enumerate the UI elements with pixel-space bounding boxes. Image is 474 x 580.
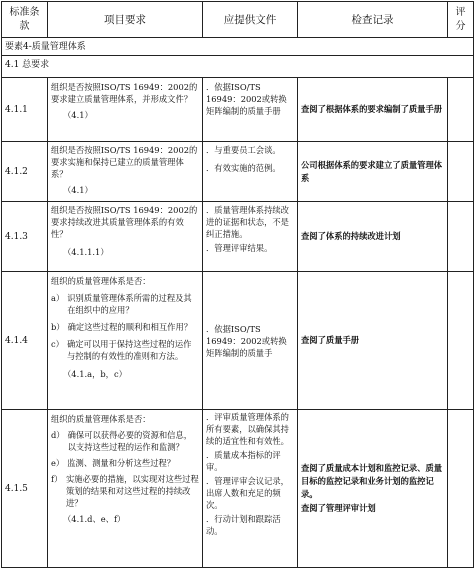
list-item — [51, 321, 199, 333]
clause-number: 4.1.5 — [2, 410, 48, 568]
record-cell: 查阅了体系的持续改进计划 — [298, 202, 448, 272]
requirement-cell — [48, 272, 203, 410]
document-item: ．行动计划和跟踪活动。 — [206, 514, 281, 536]
documents-cell — [203, 142, 298, 202]
list-item — [51, 457, 199, 469]
document-item: ．与重要员工会谈。 — [206, 145, 281, 155]
item-text: 确定这些过程的顺利和相互作用？ — [67, 322, 193, 332]
document-item: ．管理评审会议记录，出席人数和充足的频次。 — [206, 476, 289, 510]
requirement-text: 组织是否按照ISO/TS 16949：2002的要求建立质量管理体系，并形成文件？ — [51, 82, 198, 104]
table-row — [2, 410, 474, 568]
item-key: d） — [51, 430, 65, 440]
list-item — [51, 429, 199, 453]
requirement-text: 组织的质量管理体系是否： — [51, 414, 151, 424]
documents-cell — [203, 78, 298, 142]
item-key: e） — [51, 458, 65, 468]
header-requirement: 项目要求 — [48, 2, 203, 38]
record-text: 查阅了管理评审计划 — [301, 503, 376, 513]
document-item: ．有效实施的范例。 — [206, 163, 281, 173]
requirement-ref: （4.1.d、e、f） — [63, 514, 126, 524]
score-cell — [448, 142, 474, 202]
requirement-text: 组织是否按照ISO/TS 16949：2002的要求持续改进其质量管理体系的有效性？ — [51, 205, 198, 239]
item-key: f） — [51, 474, 63, 484]
document-item: ．管理评审结果。 — [206, 243, 273, 253]
item-text: 确保可以获得必要的资源和信息，以支持这些过程的运作和监测？ — [67, 430, 193, 452]
clause-number: 4.1.4 — [2, 272, 48, 410]
score-cell — [448, 410, 474, 568]
list-item — [51, 338, 199, 362]
item-text: 实施必要的措施，以实现对这些过程策划的结果和对这些过程的持续改进？ — [66, 474, 199, 508]
requirement-cell — [48, 78, 203, 142]
clause-number: 4.1.1 — [2, 78, 48, 142]
record-cell: 公司根据体系的要求建立了质量管理体系 — [298, 142, 448, 202]
requirement-ref: （4.1） — [63, 110, 93, 120]
section-title-row — [2, 38, 474, 56]
requirement-ref: （4.1.a，b，c） — [63, 369, 127, 379]
item-text: 识别质量管理体系所需的过程及其在组织中的应用？ — [67, 293, 192, 315]
item-text: 监测、测量和分析这些过程？ — [67, 458, 176, 468]
document-item: ．质量管理体系持续改进的证据和状态，不是纠正措施。 — [206, 205, 289, 239]
document-item: ．依据ISO/TS 16949：2002或转换矩阵编制的质量手册 — [206, 82, 287, 116]
subsection-title-row — [2, 56, 474, 78]
clause-number: 4.1.3 — [2, 202, 48, 272]
clause-number: 4.1.2 — [2, 142, 48, 202]
item-key: b） — [51, 322, 65, 332]
list-item — [51, 473, 199, 509]
section-title: 要素4-质量管理体系 — [2, 38, 474, 56]
table-row — [2, 272, 474, 410]
requirement-ref: （4.1） — [63, 185, 93, 195]
documents-cell — [203, 272, 298, 410]
requirement-ref: （4.1.1.1） — [63, 247, 109, 257]
document-item: ．依据ISO/TS 16949：2002或转换矩阵编制的质量手 — [206, 323, 287, 358]
record-cell: 查阅了质量手册 — [298, 272, 448, 410]
header-documents: 应提供文件 — [203, 2, 298, 38]
item-text: 确定可以用于保持这些过程的运作与控制的有效性的准则和方法。 — [66, 339, 192, 361]
list-item — [51, 292, 199, 316]
item-key: a） — [51, 293, 65, 303]
documents-cell — [203, 202, 298, 272]
header-score: 评分 — [448, 2, 474, 38]
score-cell — [448, 78, 474, 142]
score-cell — [448, 272, 474, 410]
record-cell: 查阅了根据体系的要求编制了质量手册 — [298, 78, 448, 142]
document-item: ．质量成本指标的评审。 — [206, 450, 281, 472]
requirement-cell — [48, 142, 203, 202]
score-cell — [448, 202, 474, 272]
header-clause: 标准条款 — [2, 2, 48, 38]
record-text: 查阅了质量成本计划和监控记录、质量目标的监控记录和业务计划的监控记录。 — [301, 463, 443, 499]
document-item: ．评审质量管理体系的所有要素，以确保其持续的适宜性和有效性。 — [206, 412, 289, 446]
subsection-title: 4.1 总要求 — [2, 56, 474, 78]
requirement-text: 组织是否按照ISO/TS 16949：2002的要求实施和保持已建立的质量管理体系？ — [51, 145, 198, 179]
table-row — [2, 78, 474, 142]
requirement-cell — [48, 202, 203, 272]
table-row — [2, 142, 474, 202]
audit-checklist-table — [1, 1, 474, 568]
documents-cell — [203, 410, 298, 568]
table-header-row — [2, 2, 474, 38]
record-cell — [298, 410, 448, 568]
requirement-text: 组织的质量管理体系是否： — [51, 276, 151, 286]
requirement-cell — [48, 410, 203, 568]
header-record: 检查记录 — [298, 2, 448, 38]
table-row — [2, 202, 474, 272]
item-key: c） — [51, 339, 64, 349]
